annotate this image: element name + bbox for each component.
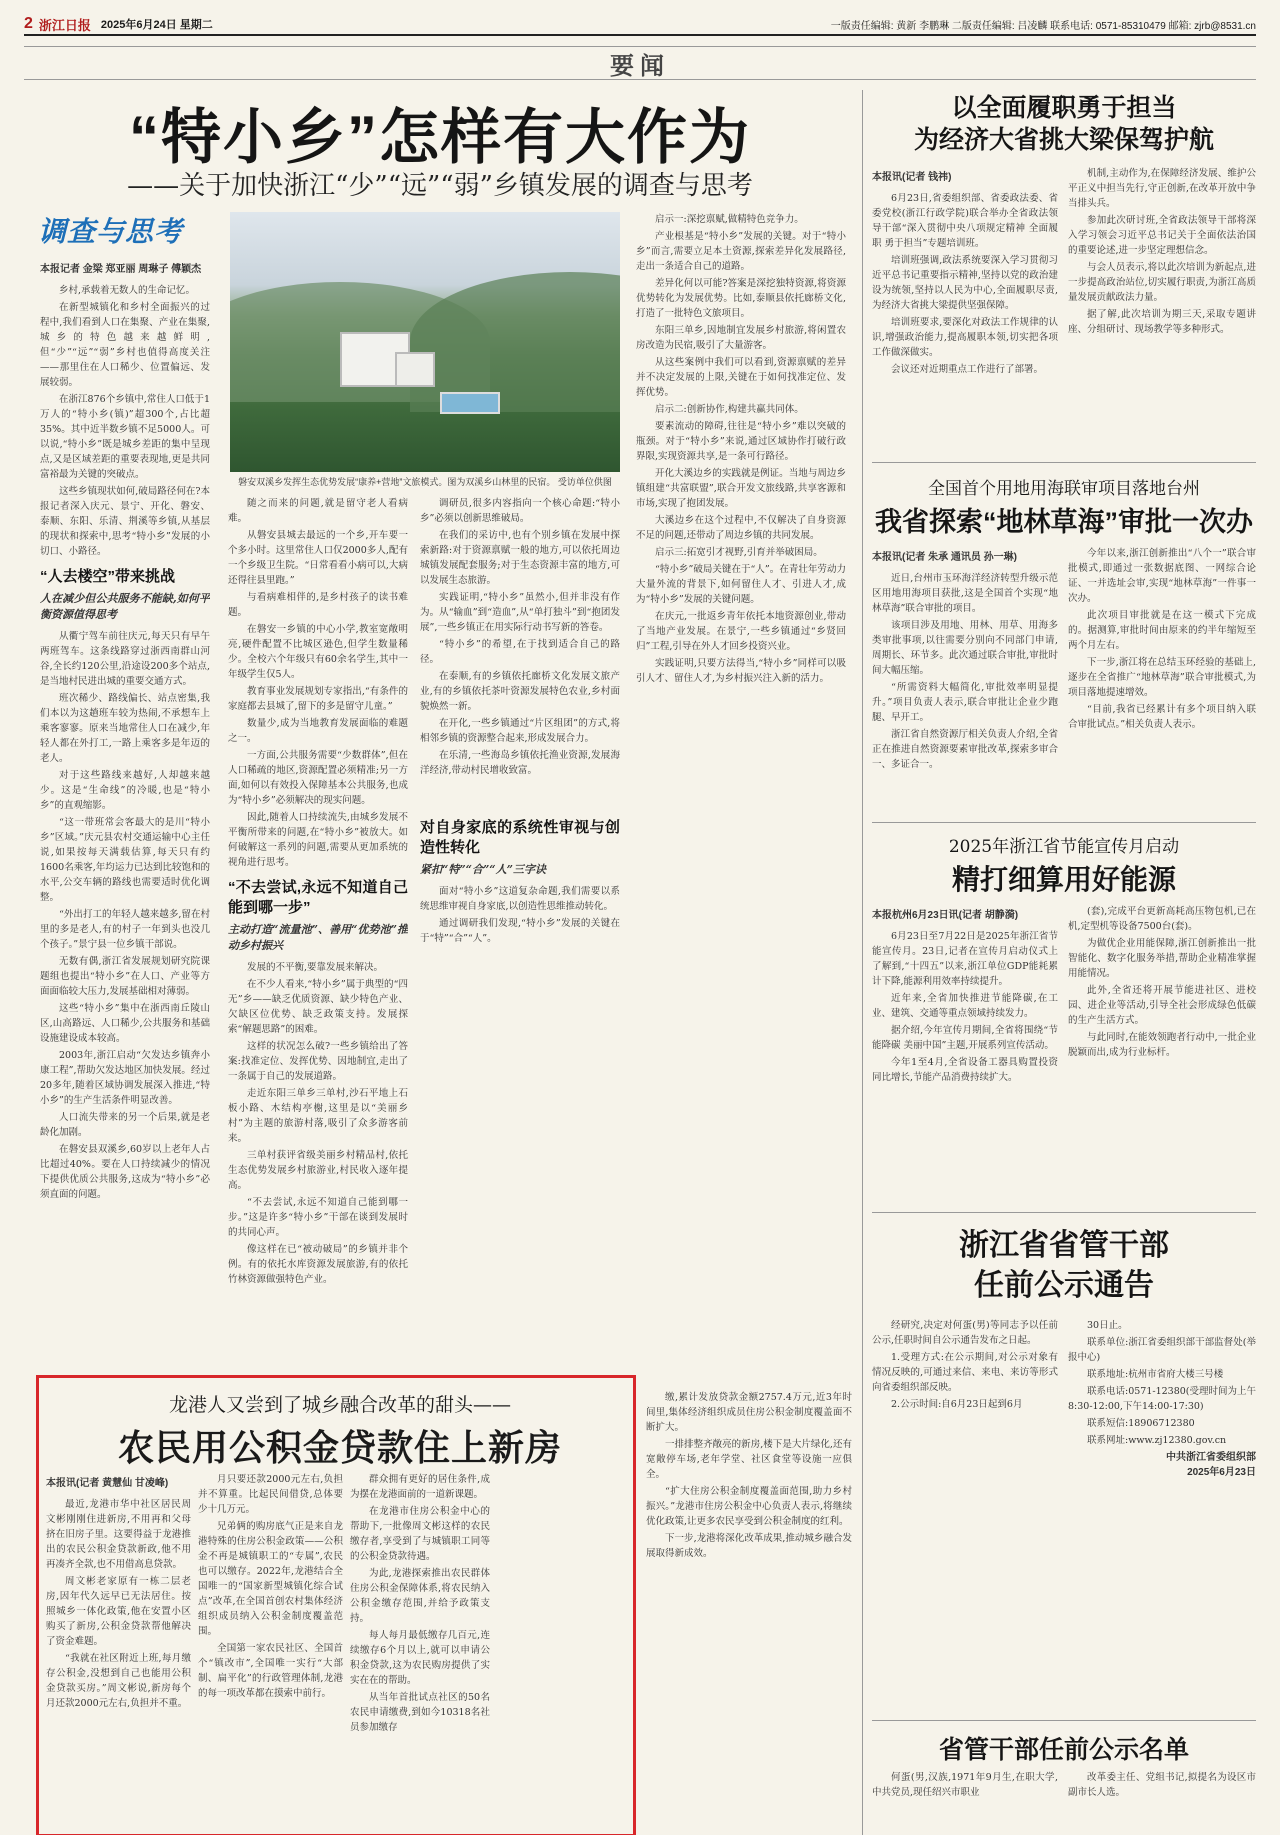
lead-byline: 本报记者 金梁 郑亚丽 周琳子 傅颖杰 xyxy=(40,264,202,275)
lead-column-1 xyxy=(40,258,210,1368)
paragraph: 群众拥有更好的居住条件,成为摆在龙港面前的一道新课题。 xyxy=(350,1474,490,1500)
paragraph: 一排排整齐敞亮的新房,楼下是大片绿化,还有宽敞停车场,老年学堂、社区食堂等设施一应俱全。 xyxy=(646,1439,852,1480)
paragraph: 下一步,龙港将深化改革成果,推动城乡融合发展取得新成效。 xyxy=(646,1533,852,1559)
paragraph: 调研员,很多内容指向一个核心命题:“特小乡”必须以创新思维破局。 xyxy=(420,498,620,524)
paragraph: 6月23日至7月22日是2025年浙江省节能宣传月。23日,记者在宣传月启动仪式上了解到,“十四五”以来,浙江单位GDP能耗累计下降,能源利用效率持续提升。 xyxy=(872,931,1058,987)
paragraph: 为做优企业用能保障,浙江创新推出一批智能化、数字化服务举措,帮助企业精准掌握用能情况。 xyxy=(1068,938,1256,979)
paragraph: 与此同时,在能效领跑者行动中,一批企业脱颖而出,成为行业标杆。 xyxy=(1068,1032,1256,1058)
paragraph: 实践证明,只要方法得当,“特小乡”同样可以吸引人才、留住人才,为乡村振兴注入新的活力。 xyxy=(636,658,846,684)
right2-col-a xyxy=(872,546,1058,816)
paragraph: 据介绍,今年宣传月期间,全省将围绕“节能降碳 美丽中国”主题,开展系列宣传活动。 xyxy=(872,1025,1058,1051)
paragraph: 联系电话:0571-12380(受理时间为上午8:30-12:00,下午14:00-17:30) xyxy=(1068,1386,1256,1412)
paragraph: “特小乡”的希望,在于找到适合自己的路径。 xyxy=(420,639,620,665)
paragraph: 人口流失带来的另一个后果,就是老龄化加剧。 xyxy=(40,1112,210,1138)
paragraph: 教育事业发展规划专家指出,“有条件的家庭都去县城了,留下的多是留守儿童。” xyxy=(228,686,408,712)
paper-logo: 浙江日报 xyxy=(38,17,91,33)
boxed-col-a xyxy=(46,1472,191,1830)
photo-caption: 磐安双溪乡发挥生态优势发展“康养+营地”文旅模式。图为双溪乡山林里的民宿。 受访单位供图 xyxy=(238,477,612,487)
paragraph: 参加此次研讨班,全省政法领导干部将深入学习领会习近平总书记关于全面依法治国的重要论述,进一步坚定理想信念。 xyxy=(1068,215,1256,256)
paragraph: 在不少人看来,“特小乡”属于典型的“四无”乡——缺乏优质资源、缺少特色产业、欠缺区位优势、缺乏政策支持。发展探索“解题思路”的困难。 xyxy=(228,979,408,1035)
paragraph: 此次项目审批就是在这一模式下完成的。据测算,审批时间由原来的约半年缩短至两个月左右。 xyxy=(1068,610,1256,651)
paragraph: 随之而来的问题,就是留守老人看病难。 xyxy=(228,498,408,524)
right5-col-a xyxy=(872,1770,1058,1830)
paragraph: 这样的状况怎么破?一些乡镇给出了答案:找准定位、发挥优势、因地制宜,走出了一条属于自己的发展道路。 xyxy=(228,1041,408,1082)
section-head-2: “不去尝试,永远不知道自己能到哪一步” xyxy=(228,879,408,916)
paragraph: 像这样在已“被动破局”的乡镇并非个例。有的依托水库资源发展旅游,有的依托竹林资源做强特色产业。 xyxy=(228,1244,408,1285)
paragraph: 面对“特小乡”这道复杂命题,我们需要以系统思维审视自身家底,以创造性思维推动转化。 xyxy=(420,886,620,912)
right4-title: 浙江省省管干部 任前公示通告 xyxy=(959,1229,1169,1302)
paragraph: 该项目涉及用地、用林、用草、用海多类审批事项,以往需要分别向不同部门申请,周期长、环节多。此次通过联合审批,审批时间大幅压缩。 xyxy=(872,620,1058,676)
paragraph: 2.公示时间:自6月23日起到6月 xyxy=(891,1399,1023,1410)
lead-column-3 xyxy=(420,496,620,1368)
paragraph: 启示一:深挖禀赋,做精特色竞争力。 xyxy=(655,214,804,225)
right4-col-a xyxy=(872,1318,1058,1478)
paragraph: 走近东阳三单乡三单村,沙石平地上石板小路、木结构亭榭,这里是以“美丽乡村”为主题的旅游村落,吸引了众多游客前来。 xyxy=(228,1088,408,1144)
paragraph: 乡村,承载着无数人的生命记忆。 xyxy=(59,285,196,296)
paragraph: 三单村获评省级美丽乡村精品村,依托生态优势发展乡村旅游业,村民收入逐年提高。 xyxy=(228,1150,408,1191)
paragraph: 从当年首批试点社区的50名农民申请缴费,到如今10318名社员参加缴存 xyxy=(350,1692,490,1733)
paragraph: 为此,龙港探索推出农民群体住房公积金保障体系,将农民纳入公积金缴存范围,并给予政策支持。 xyxy=(350,1568,490,1624)
boxed-col-c xyxy=(350,1472,490,1830)
right2-byline: 本报讯(记者 朱承 通讯员 孙一琳) xyxy=(872,552,1017,563)
paragraph: 在我们的采访中,也有个别乡镇在发展中探索新路:对于资源禀赋一般的地方,可以依托周边城镇发展配套服务;对于生态资源丰富的地方,可以发展生态旅游。 xyxy=(420,530,620,586)
paragraph: 联系地址:杭州市省府大楼三号楼 xyxy=(1087,1369,1224,1380)
section-title: 要闻 xyxy=(24,46,1256,80)
paragraph: 缴,累计发放贷款金额2757.4万元,近3年时间里,集体经济组织成员住房公积金制度覆盖面不断扩大。 xyxy=(646,1392,852,1433)
paragraph: 要素流动的障碍,往往是“特小乡”难以突破的瓶颈。对于“特小乡”来说,通过区域协作打破行政界限,实现资源共享,是一条可行路径。 xyxy=(636,421,846,462)
right4-col-b xyxy=(1068,1318,1256,1478)
paragraph: 开化大溪边乡的实践就是例证。当地与周边乡镇组建“共富联盟”,联合开发文旅线路,共享客源和市场,实现了抱团发展。 xyxy=(636,468,846,509)
paragraph: 在开化,一些乡镇通过“片区组团”的方式,将相邻乡镇的资源整合起来,形成发展合力。 xyxy=(420,718,620,744)
paragraph: 班次稀少、路线偏长、站点密集,我们本以为这趟班车较为热闹,不承想车上乘客寥寥。原来当地常住人口在减少,年轻人都在外打工,一路上乘客多是年迈的老人。 xyxy=(40,693,210,764)
paragraph: 经研究,决定对何蛋(男)等同志予以任前公示,任职时间自公示通告发布之日起。 xyxy=(872,1320,1058,1346)
right1-col-a xyxy=(872,166,1058,456)
paragraph: 因此,随着人口持续流失,由城乡发展不平衡所带来的问题,在“特小乡”被放大。如何破解这一系列的问题,需要从更加系统的视角进行思考。 xyxy=(228,812,408,868)
boxed-col-d xyxy=(646,1390,852,1830)
paragraph: 每人每月最低缴存几百元,连续缴存6个月以上,就可以申请公积金贷款,这为农民购房提供了实实在在的帮助。 xyxy=(350,1630,490,1686)
lead-title: “特小乡”怎样有大作为 xyxy=(129,104,751,171)
paragraph: 培训班强调,政法系统要深入学习贯彻习近平总书记重要指示精神,坚持以党的政治建设为统领,坚持以人民为中心,全面履职尽责,为经济大省挑大梁提供坚强保障。 xyxy=(872,255,1058,311)
paragraph: 何蛋(男,汉族,1971年9月生,在职大学,中共党员,现任绍兴市职业 xyxy=(872,1772,1058,1798)
right1-col-b xyxy=(1068,166,1256,456)
paragraph: 在庆元,一批返乡青年依托本地资源创业,带动了当地产业发展。在景宁,一些乡镇通过“乡贤回归”工程,引导在外人才回乡投资兴业。 xyxy=(636,611,846,652)
paragraph: 在磐安县双溪乡,60岁以上老年人占比超过40%。要在人口持续减少的情况下提供优质公共服务,这成为“特小乡”必须直面的问题。 xyxy=(40,1144,210,1200)
paragraph: 从衢宁驾车前往庆元,每天只有早午两班驾车。这条线路穿过浙西南群山河谷,全长约120公里,沿途设200多个站点,是当地村民进出城的重要交通方式。 xyxy=(40,631,210,687)
paragraph: 周文彬老家原有一栋二层老房,因年代久远早已无法居住。按照城乡一体化政策,他在安置小区购买了新房,公积金贷款帮他解决了资金难题。 xyxy=(46,1576,191,1647)
paragraph: 大溪边乡在这个过程中,不仅解决了自身资源不足的问题,还带动了周边乡镇的共同发展。 xyxy=(636,515,846,541)
editor-info: 一版责任编辑: 黄新 李鹏琳 二版责任编辑: 吕凌麟 联系电话: 0571-85310479 邮箱: zjrb@8531.cn xyxy=(830,20,1256,32)
right2-kicker: 全国首个用地用海联审项目落地台州 xyxy=(928,479,1200,499)
paragraph: 联系短信:18906712380 xyxy=(1087,1418,1195,1429)
paragraph: “扩大住房公积金制度覆盖面范围,助力乡村振兴。”龙港市住房公积金中心负责人表示,将继续优化政策,让更多农民享受到公积金制度的红利。 xyxy=(646,1486,852,1527)
lead-photo xyxy=(230,212,620,472)
paragraph: “这一带班常会客最大的是川“特小乡”区域。”庆元县农村交通运输中心主任说,如果按每天满载估算,每天只有约1600名乘客,年均运力已达到比较饱和的水平,公交车辆的路线也需要适时优化调整。 xyxy=(40,817,210,903)
paragraph: 培训班要求,要深化对政法工作规律的认识,增强政治能力,提高履职本领,切实把各项工作做深做实。 xyxy=(872,317,1058,358)
paragraph: 在磐安一乡镇的中心小学,教室宽敞明亮,硬件配置不比城区逊色,但学生数量稀少。全校六个年级只有60余名学生,其中一年级学生仅5人。 xyxy=(228,624,408,680)
paragraph: 实践证明,“特小乡”虽然小,但并非没有作为。从“输血”到“造血”,从“单打独斗”到“抱团发展”,一些乡镇正在用实际行动书写新的答卷。 xyxy=(420,592,620,633)
section-head-1: “人去楼空”带来挑战 xyxy=(40,568,176,585)
paragraph: 在泰顺,有的乡镇依托廊桥文化发展文旅产业,有的乡镇依托茶叶资源发展特色农业,乡村面貌焕然一新。 xyxy=(420,671,620,712)
lead-column-2 xyxy=(228,496,408,1368)
paragraph: “我就在社区附近上班,每月缴存公积金,没想到自己也能用公积金贷款买房。”周文彬说,新房每个月还款2000元左右,负担并不重。 xyxy=(46,1653,191,1709)
paragraph: 差异化何以可能?答案是深挖独特资源,将资源优势转化为发展优势。比如,泰顺县依托廊桥文化,打造了一批特色文旅项目。 xyxy=(636,278,846,319)
paragraph: 今年以来,浙江创新推出“八个一”联合审批模式,即通过一张数据底图、一网综合论证、一并选址会审,实现“地林草海”一件事一次办。 xyxy=(1068,548,1256,604)
paragraph: 会议还对近期重点工作进行了部署。 xyxy=(891,364,1044,375)
paragraph: 30日止。 xyxy=(1087,1320,1128,1331)
paragraph: 这些乡镇现状如何,破局路径何在?本报记者深入庆元、景宁、开化、磐安、泰顺、东阳、乐清、荆溪等乡镇,从基层的现状和探索中,思考“特小乡”发展的小切口、小路径。 xyxy=(40,486,210,557)
paragraph: 月只要还款2000元左右,负担并不算重。比起民间借贷,总体要少十几万元。 xyxy=(198,1474,343,1515)
paragraph: 与会人员表示,将以此次培训为新起点,进一步提高政治站位,切实履行职责,为浙江高质量发展贡献政法力量。 xyxy=(1068,262,1256,303)
notice-date: 2025年6月23日 xyxy=(1187,1467,1256,1478)
paragraph: 数量少,成为当地教育发展面临的难题之一。 xyxy=(228,718,408,744)
paragraph: 在新型城镇化和乡村全面振兴的过程中,我们看到人口在集聚、产业在集聚,城乡的特色越来越鲜明,但“少”“远”“弱”乡村也值得高度关注——那里住在人口稀少、位置偏远、发展较弱。 xyxy=(40,302,210,388)
paragraph: 对于这些路线来越好,人却越来越少。这是“生命线”的冷暖,也是“特小乡”的直观缩影。 xyxy=(40,770,210,811)
page-number: 2 xyxy=(24,15,33,32)
paragraph: 6月23日,省委组织部、省委政法委、省委党校(浙江行政学院)联合举办全省政法领导干部“深入贯彻中央八项规定精神 全面履职 勇于担当”专题培训班。 xyxy=(872,193,1058,249)
paragraph: “所需资料大幅简化,审批效率明显提升。”项目负责人表示,联合审批让企业少跑腿、早开工。 xyxy=(872,682,1058,723)
paragraph: 在浙江876个乡镇中,常住人口低于1万人的“特小乡(镇)”超300个,占比超35%。其中近半数乡镇不足5000人。可以说,“特小乡”既是城乡差距的集中呈现点,又是区域差距的重要表现地,更是共同富裕最为关键的突破点。 xyxy=(40,394,210,480)
paragraph: 无数有偶,浙江省发展规划研究院课题组也提出“特小乡”在人口、产业等方面面临较大压力,发展基础相对薄弱。 xyxy=(40,956,210,997)
paragraph: 产业根基是“特小乡”发展的关键。对于“特小乡”而言,需要立足本土资源,探索差异化发展路径,走出一条适合自己的道路。 xyxy=(636,231,846,272)
paragraph: 机制,主动作为,在保障经济发展、维护公平正义中担当先行,守正创新,在改革开放中争当排头兵。 xyxy=(1068,168,1256,209)
paragraph: 据了解,此次培训为期三天,采取专题讲座、分组研讨、现场教学等多种形式。 xyxy=(1068,309,1256,335)
section-sub-1: 人在减少但公共服务不能缺,如何平衡资源值得思考 xyxy=(40,592,210,621)
paragraph: 启示二:创新协作,构建共赢共同体。 xyxy=(655,404,804,415)
right3-byline: 本报杭州6月23日讯(记者 胡静漪) xyxy=(872,910,1019,921)
paragraph: 最近,龙港市华中社区居民周文彬刚刚住进新房,不用再和父母挤在旧房子里。这要得益于龙港推出的农民公积金贷款新政,他不用再凑齐全款,也不用借高息贷款。 xyxy=(46,1499,191,1570)
paragraph: 从这些案例中我们可以看到,资源禀赋的差异并不决定发展的上限,关键在于如何找准定位、发挥优势。 xyxy=(636,357,846,398)
paragraph: 此外,全省还将开展节能进社区、进校园、进企业等活动,引导全社会形成绿色低碳的生产生活方式。 xyxy=(1068,985,1256,1026)
boxed-title: 农民用公积金贷款住上新房 xyxy=(117,1427,562,1468)
right3-kicker: 2025年浙江省节能宣传月启动 xyxy=(948,837,1180,857)
paragraph: “目前,我省已经累计有多个项目纳入联合审批试点。”相关负责人表示。 xyxy=(1068,704,1256,730)
section-head-3: 对自身家底的系统性审视与创造性转化 xyxy=(420,819,620,856)
paragraph: “外出打工的年轻人越来越多,留在村里的多是老人,有的村子一年到头也没几个孩子。”景宁县一位乡镇干部说。 xyxy=(40,909,210,950)
boxed-col-b xyxy=(198,1472,343,1830)
paragraph: 通过调研我们发现,“特小乡”发展的关键在于“特”“合”“人”。 xyxy=(420,918,620,944)
paragraph: 从磐安县城去最远的一个乡,开车要一个多小时。这里常住人口仅2000多人,配有一个乡级卫生院。“日常看看小病可以,大病还得往县里跑。” xyxy=(228,530,408,586)
paragraph: 全国第一家农民社区、全国首个“镇改市”,全国唯一实行“大部制、扁平化”的行政管理体制,龙港的每一项改革都在摸索中前行。 xyxy=(198,1643,343,1699)
boxed-kicker: 龙港人又尝到了城乡融合改革的甜头—— xyxy=(168,1394,511,1416)
paragraph: 东阳三单乡,因地制宜发展乡村旅游,将闲置农房改造为民宿,吸引了大量游客。 xyxy=(636,325,846,351)
right3-col-b xyxy=(1068,904,1256,1204)
right1-byline: 本报讯(记者 钱祎) xyxy=(872,172,952,183)
paragraph: 与看病难相伴的,是乡村孩子的读书难题。 xyxy=(228,592,408,618)
paragraph: 在乐清,一些海岛乡镇依托渔业资源,发展海洋经济,带动村民增收致富。 xyxy=(420,750,620,776)
paragraph: “不去尝试,永远不知道自己能到哪一步。”这是许多“特小乡”干部在谈到发展时的共同心声。 xyxy=(228,1197,408,1238)
paragraph: 2003年,浙江启动“欠发达乡镇奔小康工程”,帮助欠发达地区加快发展。经过20多年,随着区域协调发展深入推进,“特小乡”的生产生活条件明显改善。 xyxy=(40,1050,210,1106)
right5-col-b xyxy=(1068,1770,1256,1830)
paragraph: (套),完成平台更新高耗高压物包机,已在机,定型机等设备7500台(套)。 xyxy=(1068,906,1256,932)
section-sub-3: 紧扣“特”“合”“人”三字诀 xyxy=(420,863,546,876)
right3-col-a xyxy=(872,904,1058,1204)
paragraph: 1.受理方式:在公示期间,对公示对象有情况反映的,可通过来信、来电、来访等形式向省委组织部反映。 xyxy=(872,1352,1058,1393)
paragraph: 下一步,浙江将在总结玉环经验的基础上,逐步在全省推广“地林草海”联合审批模式,为项目落地提速增效。 xyxy=(1068,657,1256,698)
notice-signature: 中共浙江省委组织部 xyxy=(1166,1452,1256,1463)
paragraph: 联系网址:www.zj12380.gov.cn xyxy=(1087,1435,1227,1446)
masthead xyxy=(24,14,1256,36)
column-tag: 调查与思考 xyxy=(38,216,184,247)
lead-subtitle: ——关于加快浙江“少”“远”“弱”乡镇发展的调查与思考 xyxy=(127,171,753,201)
paragraph: 发展的不平衡,要靠发展来解决。 xyxy=(247,962,384,973)
boxed-byline: 本报讯(记者 黄慧仙 甘凌峰) xyxy=(46,1478,169,1489)
right2-title: 我省探索“地林草海”审批一次办 xyxy=(875,507,1253,537)
paragraph: 在龙港市住房公积金中心的帮助下,一批像周文彬这样的农民缴存者,享受到了与城镇职工同等的公积金贷款待遇。 xyxy=(350,1506,490,1562)
paragraph: 一方面,公共服务需要“少数群体”,但在人口稀疏的地区,资源配置必须精准;另一方面,如何以有效投入保障基本公共服务,也成为“特小乡”必须解决的现实问题。 xyxy=(228,750,408,806)
issue-date: 2025年6月24日 星期二 xyxy=(100,19,213,31)
paragraph: “特小乡”破局关键在于“人”。在青壮年劳动力大量外流的背景下,如何留住人才、引进人才,成为“特小乡”发展的关键问题。 xyxy=(636,564,846,605)
right3-title: 精打细算用好能源 xyxy=(951,864,1176,895)
paragraph: 今年1至4月,全省设备工器具购置投资同比增长,节能产品消费持续扩大。 xyxy=(872,1057,1058,1083)
paragraph: 这些“特小乡”集中在浙西南丘陵山区,山高路远、人口稀少,公共服务和基础设施建设成本较高。 xyxy=(40,1003,210,1044)
right1-title: 以全面履职勇于担当 为经济大省挑大梁保驾护航 xyxy=(913,94,1214,154)
right2-col-b xyxy=(1068,546,1256,816)
paragraph: 兄弟俩的购房底气正是来自龙港特殊的住房公积金政策——公积金不再是城镇职工的“专属”,农民也可以缴存。2022年,龙港结合全国唯一的“国家新型城镇化综合试点”改革,在全国首创农村集体经济组织成员纳入公积金制度覆盖范围。 xyxy=(198,1521,343,1637)
lead-column-4 xyxy=(636,212,846,1368)
paragraph: 浙江省自然资源厅相关负责人介绍,全省正在推进自然资源要素审批改革,探索多审合一、多证合一。 xyxy=(872,729,1058,770)
paragraph: 启示三:拓宽引才视野,引育并举破困局。 xyxy=(655,547,823,558)
paragraph: 改革委主任、党组书记,拟提名为设区市副市长人选。 xyxy=(1068,1772,1256,1798)
paragraph: 近年来,全省加快推进节能降碳,在工业、建筑、交通等重点领域持续发力。 xyxy=(872,993,1058,1019)
paragraph: 联系单位:浙江省委组织部干部监督处(举报中心) xyxy=(1068,1337,1256,1363)
section-sub-2: 主动打造“流量池”、善用“优势池”推动乡村振兴 xyxy=(228,923,408,952)
paragraph: 近日,台州市玉环海洋经济转型升级示范区用地用海项目获批,这是全国首个实现“地林草海”联合审批的项目。 xyxy=(872,573,1058,614)
right5-title: 省管干部任前公示名单 xyxy=(938,1736,1189,1764)
